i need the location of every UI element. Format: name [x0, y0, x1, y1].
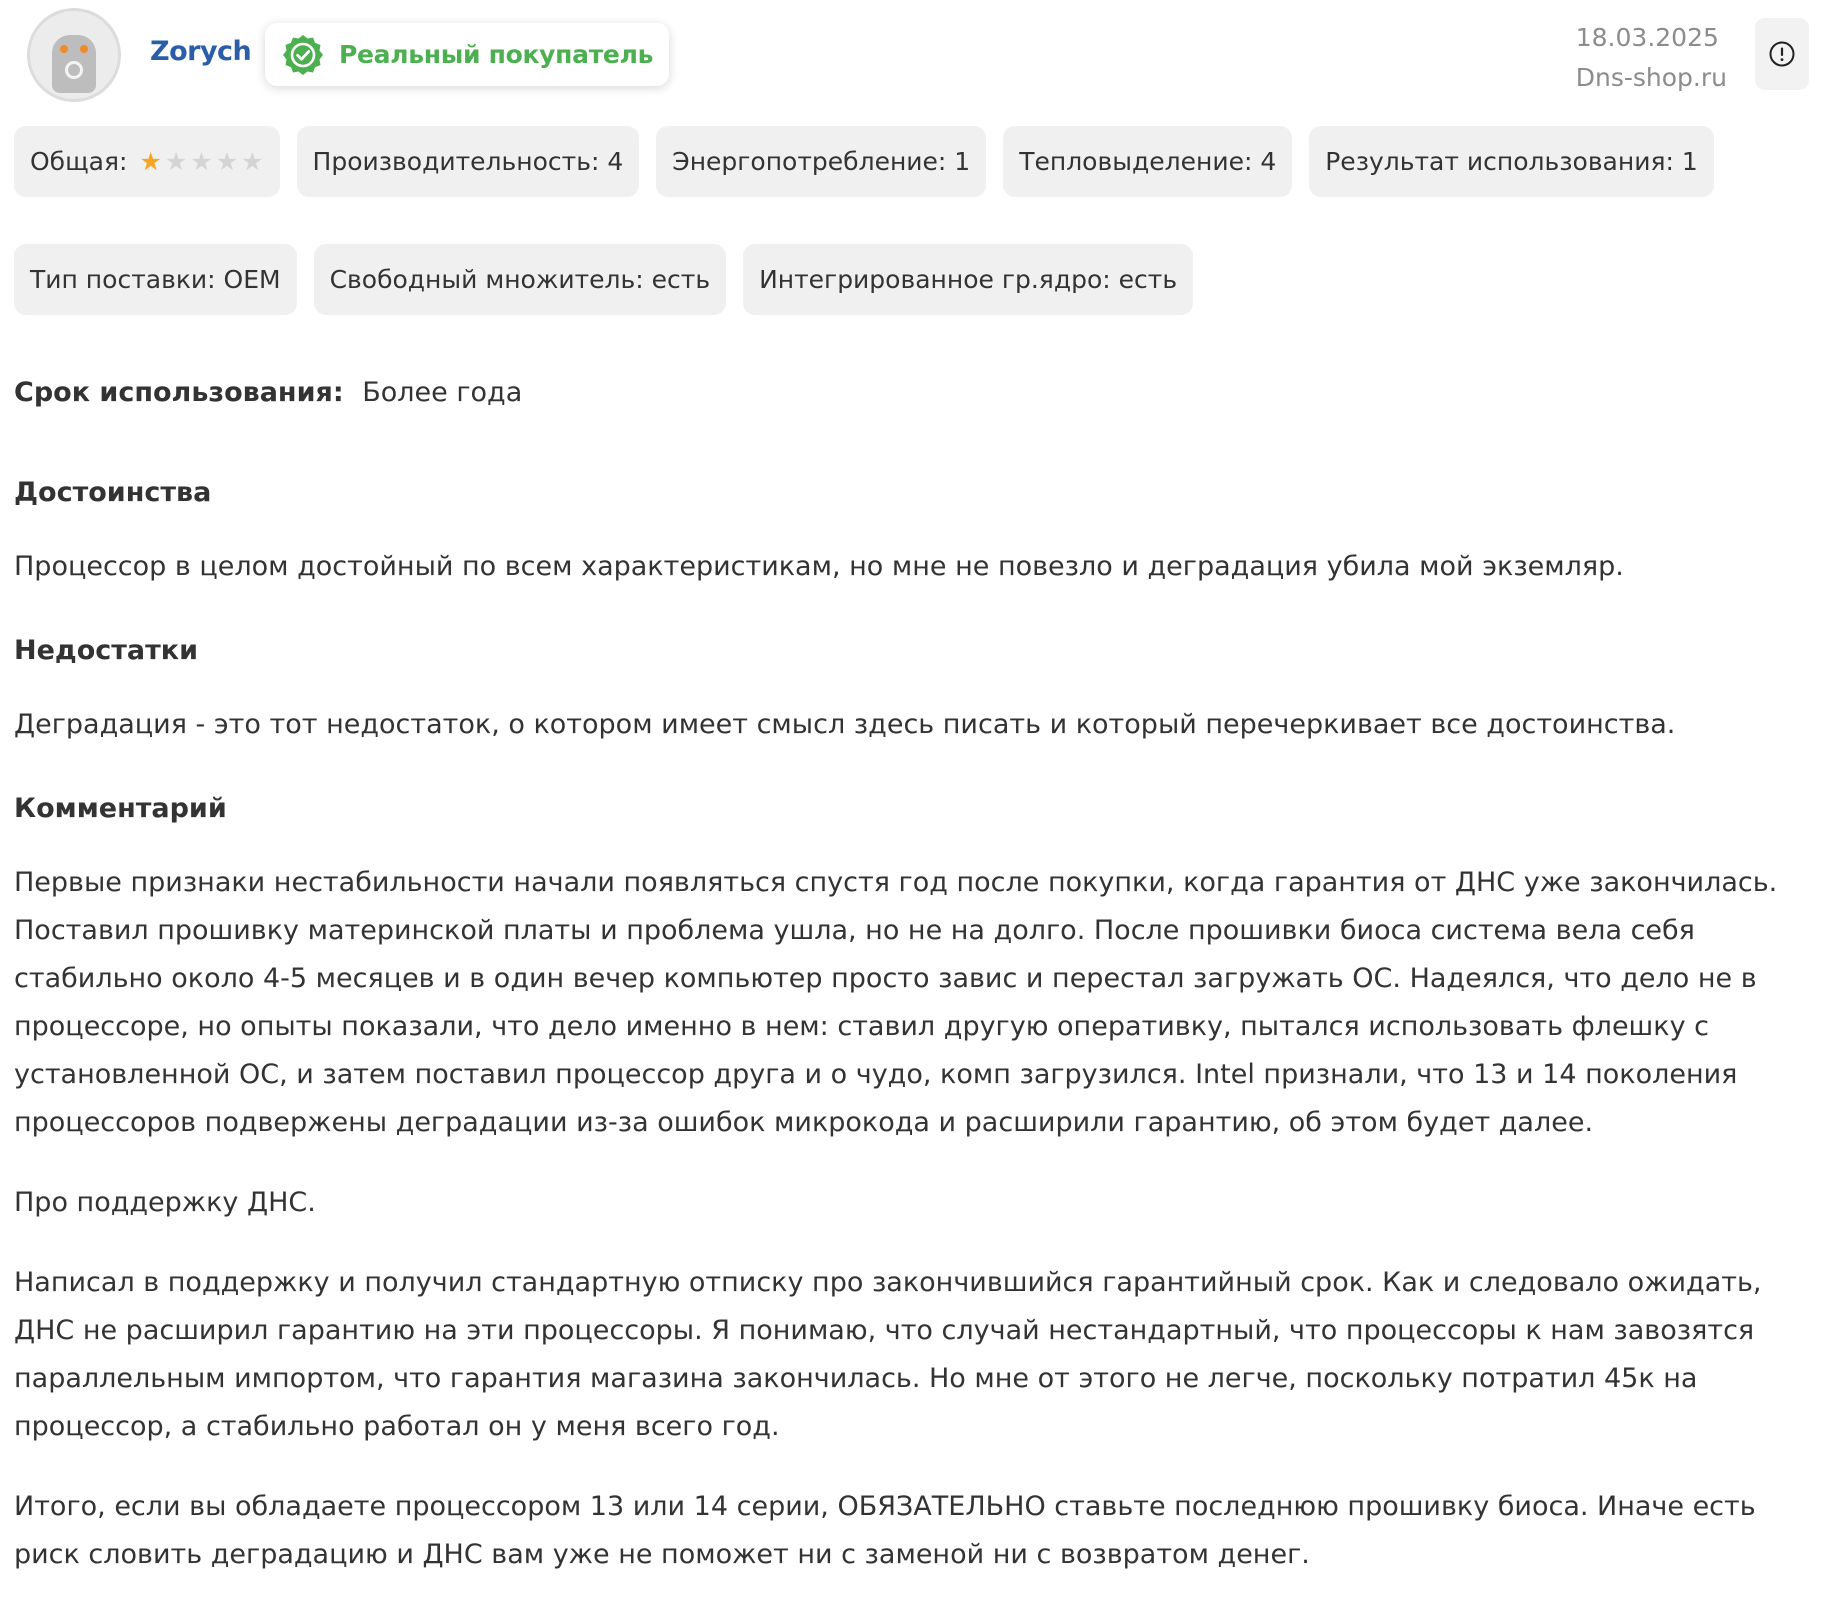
verified-buyer-label: Реальный покупатель: [339, 40, 654, 69]
comment-paragraph: Первые признаки нестабильности начали появляться спустя год после покупки, когда гарантия от ДНС уже закончилась. Поставил прошивку материнской платы и проблема ушла, но не на долго. После прошивки биоса система вела себя стабильно около 4-5 месяцев и в один вечер компьютер просто завис и перестал загружать ОС. Надеялся, что дело не в процессоре, но опыты показали, что дело именно в нем: ставил другую оперативку, пытался использовать флешку с установленной ОС, и затем поставил процессор друга и о чудо, комп загрузился. Intel признали, что 13 и 14 поколения процессоров подвержены деградации из-за ошибок микрокода и расширили гарантию, об этом будет далее.: [14, 867, 1778, 1138]
ratings-row: [14, 126, 1809, 197]
rating-chip-heat: Тепловыделение: 4: [1003, 126, 1292, 197]
pros-text: Процессор в целом достойный по всем характеристикам, но мне не повезло и деградация убила мой экземляр.: [14, 551, 1624, 582]
pros-title: Достоинства: [14, 477, 212, 508]
avatar-body: [52, 35, 96, 93]
rating-stars: [139, 149, 263, 174]
rating-chip-overall: [14, 126, 280, 197]
comment-paragraph: Про поддержку ДНС.: [14, 1187, 316, 1218]
rating-chip-power: Энергопотребление: 1: [656, 126, 986, 197]
review-date: 18.03.2025: [1575, 23, 1719, 52]
specs-row: [14, 244, 1809, 315]
robot-avatar-icon[interactable]: [27, 8, 121, 102]
star-empty-icon: ★: [241, 147, 264, 176]
report-button[interactable]: [1755, 18, 1809, 90]
comment-paragraph: Итого, если вы обладаете процессором 13 или 14 серии, ОБЯЗАТЕЛЬНО ставьте последнюю прошивку биоса. Иначе есть риск словить деградацию и ДНС вам уже не поможет ни с заменой ни с возвратом денег.: [14, 1491, 1756, 1570]
avatar-belly: [65, 61, 83, 79]
star-empty-icon: ★: [164, 147, 188, 176]
review-header: [14, 0, 1809, 118]
usage-period-label: Срок использования:: [14, 377, 344, 408]
author-name-link[interactable]: Zorych: [150, 36, 252, 67]
rating-chip-performance: Производительность: 4: [297, 126, 640, 197]
spec-chip-delivery: Тип поставки: OEM: [14, 244, 297, 315]
avatar-eye-left: [60, 45, 68, 53]
review-source: Dns-shop.ru: [1575, 63, 1727, 92]
verified-buyer-badge: [265, 23, 669, 86]
usage-period: [14, 373, 1809, 413]
verified-check-icon: [281, 33, 325, 77]
exclamation-circle-icon: [1768, 40, 1796, 68]
rating-overall-label: Общая:: [30, 147, 128, 176]
cons-text: Деградация - это тот недостаток, о котором имеет смысл здесь писать и который перечеркивает все достоинства.: [14, 709, 1676, 740]
star-empty-icon: ★: [215, 147, 239, 176]
star-empty-icon: ★: [190, 147, 213, 176]
usage-period-value: Более года: [362, 377, 523, 408]
review-meta: [1576, 18, 1727, 98]
spec-chip-multiplier: Свободный множитель: есть: [314, 244, 726, 315]
avatar-eye-right: [80, 45, 88, 53]
comment-title: Комментарий: [14, 793, 227, 824]
star-filled-icon: ★: [139, 147, 162, 176]
cons-title: Недостатки: [14, 635, 199, 666]
rating-chip-result: Результат использования: 1: [1309, 126, 1714, 197]
comment-paragraph: Написал в поддержку и получил стандартную отписку про закончившийся гарантийный срок. Как и следовало ожидать, ДНС не расширил гарантию на эти процессоры. Я понимаю, что случай нестандартный, что процессоры к нам завозятся параллельным импортом, что гарантия магазина закончилась. Но мне от этого не легче, поскольку потратил 45к на процессор, а стабильно работал он у меня всего год.: [14, 1267, 1762, 1442]
spec-chip-igpu: Интегрированное гр.ядро: есть: [743, 244, 1193, 315]
